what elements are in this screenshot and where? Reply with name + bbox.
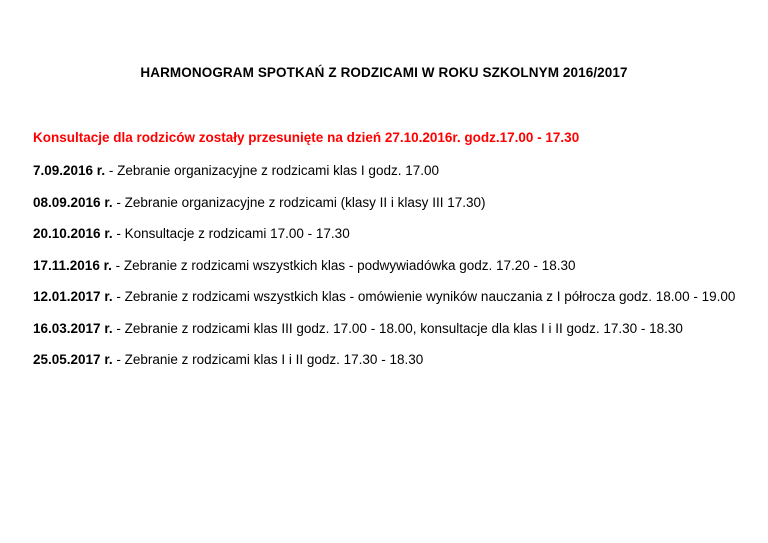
entry-date: 16.03.2017 r. [33,320,113,336]
schedule-entry [33,226,735,258]
entry-date: 17.11.2016 r. [33,257,112,273]
schedule-entry [33,258,735,290]
entry-description: - Konsultacje z rodzicami 17.00 - 17.30 [112,226,350,241]
postponement-notice: Konsultacje dla rodziców zostały przesunięte na dzień 27.10.2016r. godz.17.00 - 17.30 [33,130,580,145]
entry-description: - Zebranie organizacyjne z rodzicami klas I godz. 17.00 [105,163,439,178]
entry-date: 20.10.2016 r. [33,226,113,241]
entry-date: 08.09.2016 r. [33,194,113,210]
document-title: HARMONOGRAM SPOTKAŃ Z RODZICAMI W ROKU SZKOLNYM 2016/2017 [140,65,628,80]
schedule-entry [33,352,735,384]
schedule-entry [33,195,735,227]
schedule-entry [33,163,735,195]
entry-date: 7.09.2016 r. [33,163,106,178]
entry-description: - Zebranie organizacyjne z rodzicami (klasy II i klasy III 17.30) [112,194,486,210]
entry-description: - Zebranie z rodzicami klas III godz. 17.00 - 18.00, konsultacje dla klas I i II godz. 17.30 - 18.30 [112,320,683,336]
entry-description: - Zebranie z rodzicami wszystkich klas - omówienie wyników nauczania z I półrocza godz. 18.00 - 19.00 [112,289,736,304]
entry-date: 12.01.2017 r. [33,289,113,304]
schedule-entry [33,321,735,353]
meeting-schedule-list [33,163,735,384]
entry-description: - Zebranie z rodzicami wszystkich klas - podwywiadówka godz. 17.20 - 18.30 [111,257,576,273]
entry-date: 25.05.2017 r. [33,352,113,367]
entry-description: - Zebranie z rodzicami klas I i II godz. 17.30 - 18.30 [112,352,424,367]
schedule-entry [33,289,735,321]
